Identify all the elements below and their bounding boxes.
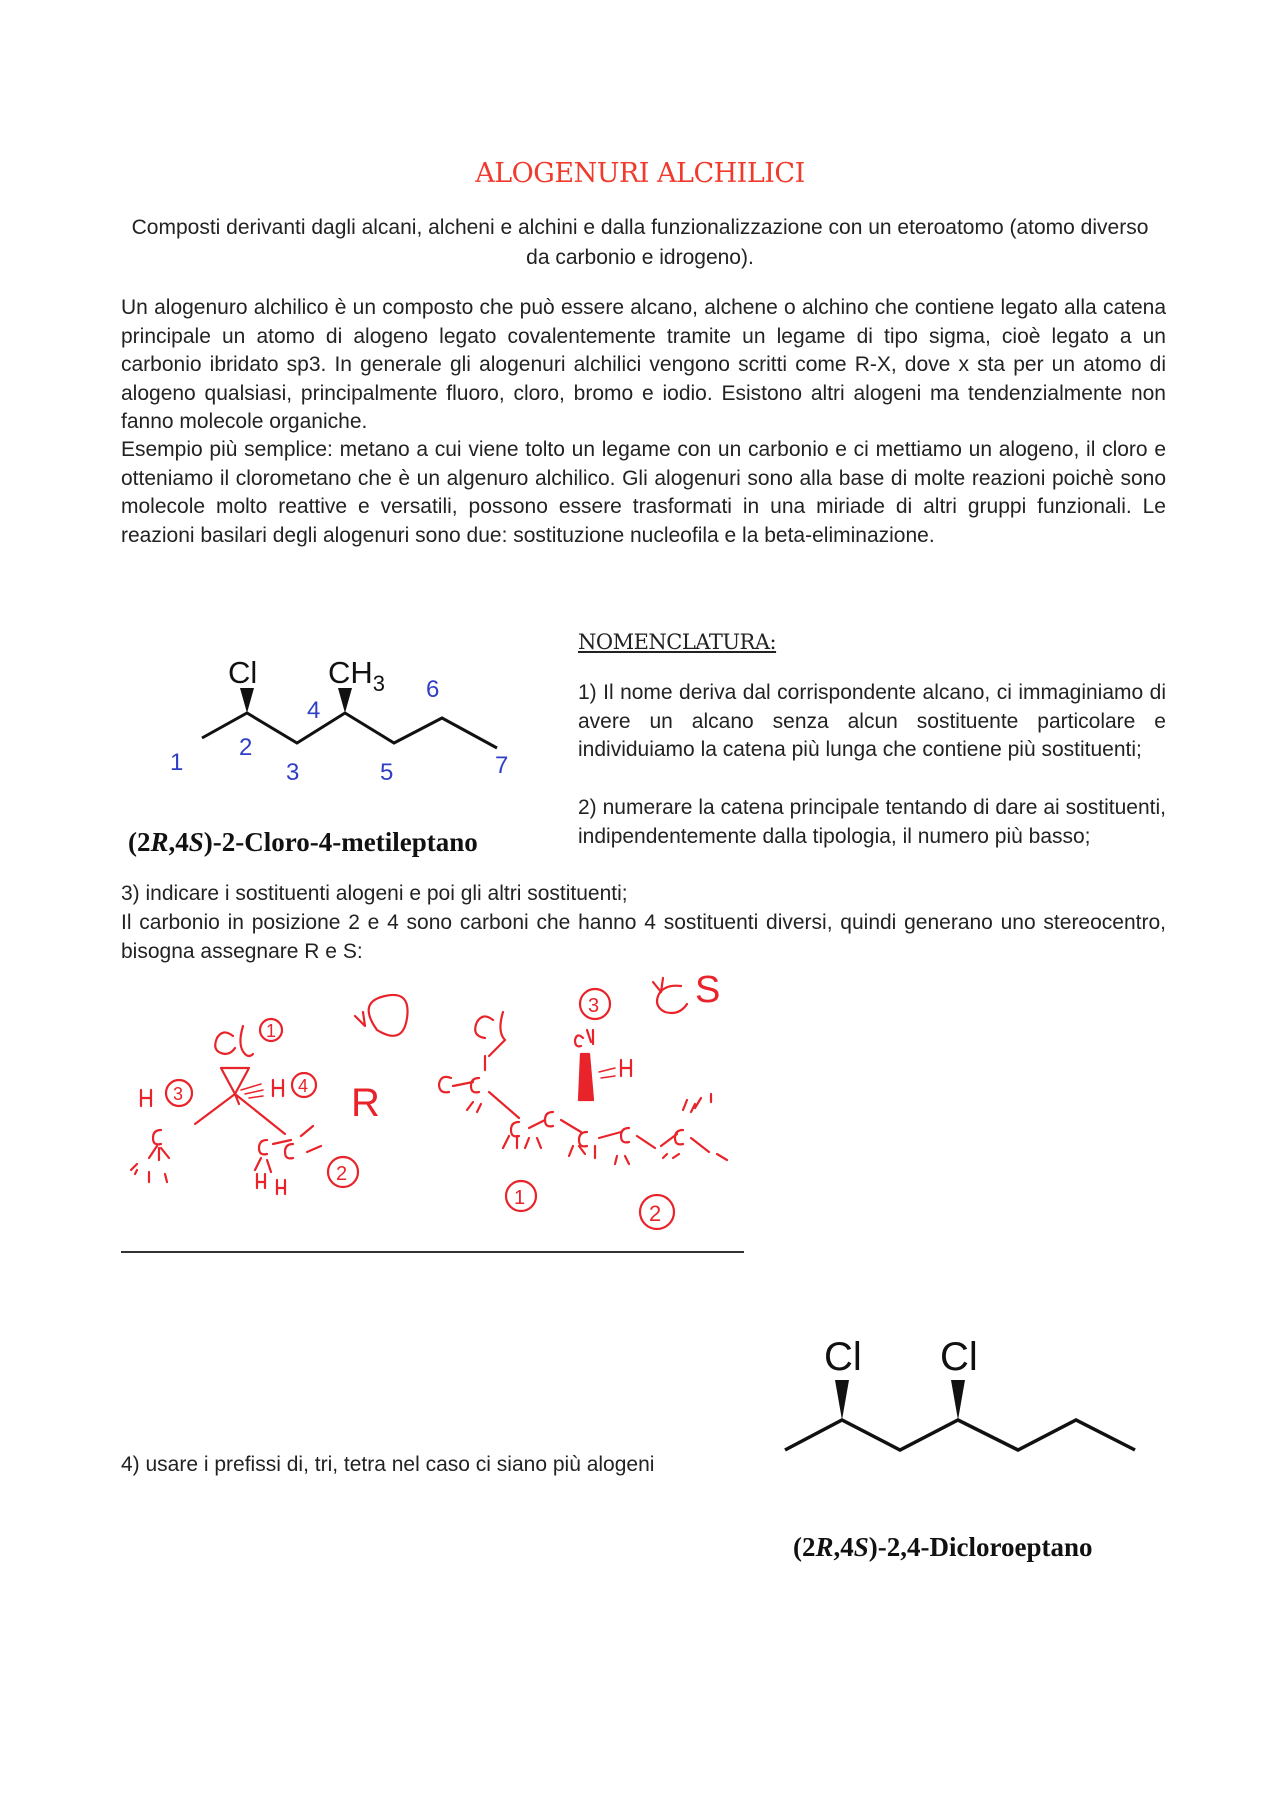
carbon-number-7: 7 xyxy=(495,752,509,779)
priority-label-2b: 2 xyxy=(649,1201,662,1226)
handwritten-stereo-sketch xyxy=(121,960,781,1250)
molecule2-caption: (2R,4S)-2,4-Dicloroeptano xyxy=(793,1532,1093,1562)
nomenclature-rule-2: 2) numerare la catena principale tentando di dare ai sostituenti, indipendentemente dalla tipologia, il numero più basso; xyxy=(578,796,1166,848)
molecule-2-4-dicloroeptano xyxy=(770,1320,1170,1470)
nomenclature-rule-4: 4) usare i prefissi di, tri, tetra nel caso ci siano più alogeni xyxy=(121,1453,655,1476)
wedge-bond-cl-4 xyxy=(951,1380,965,1420)
subtitle: Composti derivanti dagli alcani, alcheni e alchini e dalla funzionalizzazione con un eteroatomo (atomo diverso da carbonio e idrogeno). xyxy=(131,216,1149,269)
chlorine-label-2: Cl xyxy=(824,1335,862,1379)
chlorine-label-4: Cl xyxy=(940,1335,978,1379)
priority-label-2: 2 xyxy=(336,1163,348,1185)
priority-label-3b: 3 xyxy=(588,995,600,1017)
chlorine-label: Cl xyxy=(228,655,258,690)
configuration-r: R xyxy=(351,1081,380,1125)
priority-label-1b: 1 xyxy=(514,1187,526,1209)
carbon-number-6: 6 xyxy=(426,676,440,703)
example-paragraph: Esempio più semplice: metano a cui viene tolto un legame con un carbonio e ci mettiamo un alogeno, il cloro e otteniamo il clorometano che è un algenuro alchilico. Gli alogenuri sono alla base di molte reazioni poichè sono molecole molto reattive e versatili, possono essere trasformati in una miriade di altri gruppi funzionali. Le reazioni basilari degli alogenuri sono due: sostituzione nucleofila e la beta-eliminazione. xyxy=(121,438,1166,547)
left-stereocenter-sketch xyxy=(131,995,408,1194)
right-stereocenter-sketch xyxy=(439,969,727,1229)
carbon-number-2: 2 xyxy=(239,734,253,761)
priority-label-4: 4 xyxy=(298,1076,309,1096)
stereocenter-note: Il carbonio in posizione 2 e 4 sono carboni che hanno 4 sostituenti diversi, quindi generano uno stereocentro, bisogna assegnare R e S: xyxy=(121,911,1166,963)
nomenclature-rule-1: 1) Il nome deriva dal corrispondente alcano, ci immaginiamo di avere un alcano senza alcun sostituente particolare e individuiamo la catena più lunga che contiene più sostituenti; xyxy=(578,681,1166,761)
carbon-number-3: 3 xyxy=(286,759,300,786)
intro-paragraph: Un alogenuro alchilico è un composto che può essere alcano, alchene o alchino che contiene legato alla catena principale un atomo di alogeno legato covalentemente tramite un legame di tipo sigma, cioè legato a un carbonio ibridato sp3. In generale gli alogenuri alchilici vengono scritti come R-X, dove x sta per un atomo di alogeno qualsiasi, principalmente fluoro, cloro, bromo e iodio. Esistono altri alogeni ma tendenzialmente non fanno molecole organiche. xyxy=(121,296,1166,433)
section-divider xyxy=(121,1251,744,1253)
carbon-number-4: 4 xyxy=(307,697,321,724)
molecule1-caption: (2R,4S)-2-Cloro-4-metileptano xyxy=(128,827,478,857)
carbon-number-5: 5 xyxy=(380,759,394,786)
priority-label-3: 3 xyxy=(173,1084,184,1104)
wedge-bond-cl xyxy=(240,688,254,713)
wedge-bond-ch3 xyxy=(338,688,352,713)
priority-label-1: 1 xyxy=(266,1021,277,1041)
methyl-label: $CH_3$ xyxy=(328,655,386,696)
carbon-number-1: 1 xyxy=(170,749,184,776)
page-title: ALOGENURI ALCHILICI xyxy=(475,158,805,189)
nomenclature-heading: NOMENCLATURA: xyxy=(578,630,777,654)
nomenclature-rule-3: 3) indicare i sostituenti alogeni e poi gli altri sostituenti; xyxy=(121,882,628,905)
wedge-bond-cl-2 xyxy=(835,1380,849,1420)
configuration-s: S xyxy=(695,969,721,1011)
molecule-2-cloro-4-metileptano xyxy=(140,640,560,820)
